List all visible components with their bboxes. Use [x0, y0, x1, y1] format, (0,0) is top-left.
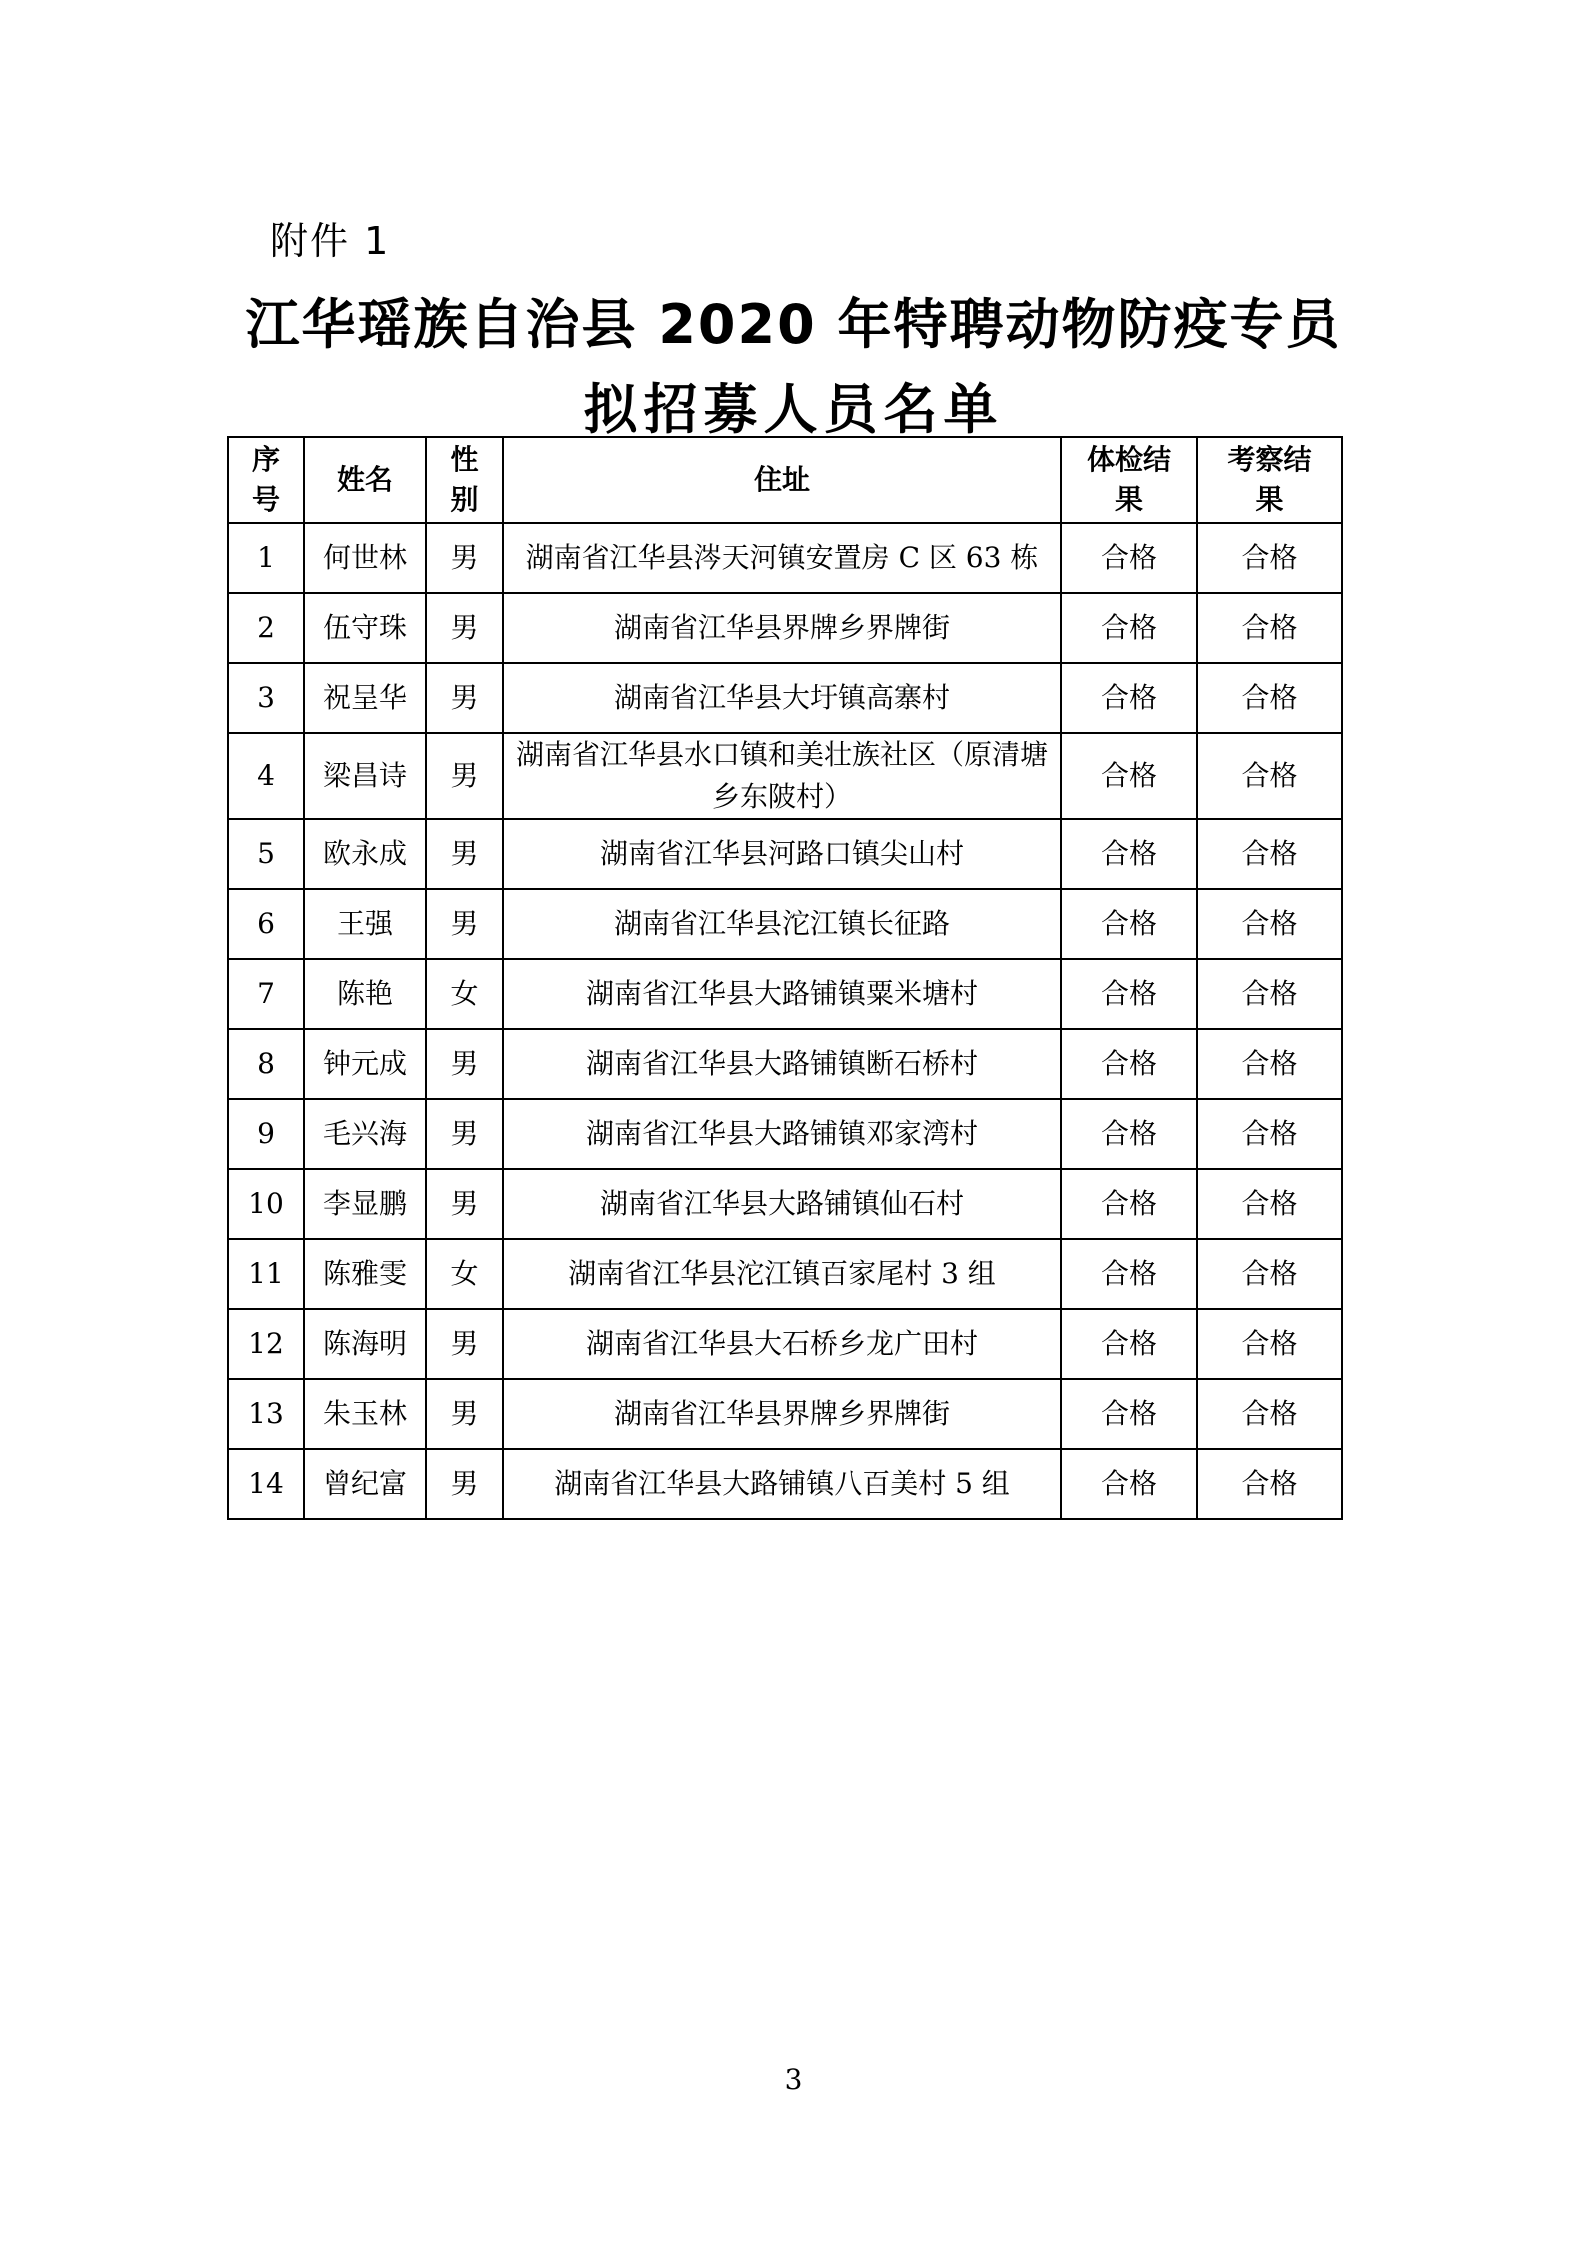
- table-row: [228, 733, 1342, 819]
- cell-seq: 12: [228, 1309, 304, 1379]
- table-row: [228, 1169, 1342, 1239]
- table-row: [228, 1309, 1342, 1379]
- cell-name: 陈雅雯: [304, 1239, 426, 1309]
- cell-exam: 合格: [1061, 663, 1197, 733]
- cell-review: 合格: [1197, 663, 1342, 733]
- cell-name: 王强: [304, 889, 426, 959]
- cell-address: 湖南省江华县大路铺镇邓家湾村: [503, 1099, 1061, 1169]
- cell-name: 梁昌诗: [304, 733, 426, 819]
- cell-address: 湖南省江华县大路铺镇仙石村: [503, 1169, 1061, 1239]
- document-title-line2: 拟招募人员名单: [583, 378, 1004, 441]
- cell-name: 毛兴海: [304, 1099, 426, 1169]
- cell-exam: 合格: [1061, 1379, 1197, 1449]
- cell-address: 湖南省江华县大路铺镇断石桥村: [503, 1029, 1061, 1099]
- recruit-roster-table: [227, 436, 1343, 1520]
- header-gender: 性 别: [426, 437, 503, 523]
- header-exam-result: 体检结 果: [1061, 437, 1197, 523]
- cell-exam: 合格: [1061, 593, 1197, 663]
- table-row: [228, 593, 1342, 663]
- cell-gender: 男: [426, 523, 503, 593]
- cell-address: 湖南省江华县界牌乡界牌街: [503, 593, 1061, 663]
- cell-seq: 7: [228, 959, 304, 1029]
- cell-seq: 8: [228, 1029, 304, 1099]
- cell-name: 伍守珠: [304, 593, 426, 663]
- cell-address: 湖南省江华县河路口镇尖山村: [503, 819, 1061, 889]
- cell-exam: 合格: [1061, 889, 1197, 959]
- cell-exam: 合格: [1061, 523, 1197, 593]
- cell-seq: 9: [228, 1099, 304, 1169]
- cell-seq: 10: [228, 1169, 304, 1239]
- cell-review: 合格: [1197, 593, 1342, 663]
- table-row: [228, 819, 1342, 889]
- document-title-line1: 江华瑶族自治县 2020 年特聘动物防疫专员: [245, 293, 1342, 356]
- cell-seq: 2: [228, 593, 304, 663]
- attachment-label: 附件 1: [270, 219, 391, 263]
- cell-address: 湖南省江华县涔天河镇安置房 C 区 63 栋: [503, 523, 1061, 593]
- cell-gender: 男: [426, 1449, 503, 1519]
- cell-address: 湖南省江华县大石桥乡龙广田村: [503, 1309, 1061, 1379]
- header-review-result: 考察结 果: [1197, 437, 1342, 523]
- cell-gender: 男: [426, 1099, 503, 1169]
- table-row: [228, 1379, 1342, 1449]
- cell-gender: 男: [426, 1029, 503, 1099]
- table-row: [228, 663, 1342, 733]
- cell-seq: 13: [228, 1379, 304, 1449]
- cell-gender: 男: [426, 1379, 503, 1449]
- cell-review: 合格: [1197, 959, 1342, 1029]
- cell-exam: 合格: [1061, 1029, 1197, 1099]
- header-address: 住址: [503, 437, 1061, 523]
- cell-name: 何世林: [304, 523, 426, 593]
- cell-review: 合格: [1197, 733, 1342, 819]
- table-row: [228, 1099, 1342, 1169]
- cell-address: 湖南省江华县沱江镇百家尾村 3 组: [503, 1239, 1061, 1309]
- cell-gender: 女: [426, 1239, 503, 1309]
- table-row: [228, 1449, 1342, 1519]
- cell-exam: 合格: [1061, 733, 1197, 819]
- table-body: [228, 523, 1342, 1519]
- cell-exam: 合格: [1061, 1239, 1197, 1309]
- cell-exam: 合格: [1061, 1309, 1197, 1379]
- cell-review: 合格: [1197, 1379, 1342, 1449]
- cell-address: 湖南省江华县水口镇和美壮族社区（原清塘乡东陂村）: [503, 733, 1061, 819]
- table-row: [228, 523, 1342, 593]
- cell-name: 李显鹏: [304, 1169, 426, 1239]
- table-row: [228, 1239, 1342, 1309]
- cell-review: 合格: [1197, 1239, 1342, 1309]
- cell-review: 合格: [1197, 1309, 1342, 1379]
- cell-address: 湖南省江华县界牌乡界牌街: [503, 1379, 1061, 1449]
- cell-address: 湖南省江华县大圩镇高寨村: [503, 663, 1061, 733]
- header-name: 姓名: [304, 437, 426, 523]
- cell-gender: 男: [426, 889, 503, 959]
- cell-gender: 男: [426, 819, 503, 889]
- page-number: 3: [784, 2063, 803, 2096]
- cell-review: 合格: [1197, 819, 1342, 889]
- cell-name: 祝呈华: [304, 663, 426, 733]
- table-row: [228, 1029, 1342, 1099]
- cell-address: 湖南省江华县大路铺镇八百美村 5 组: [503, 1449, 1061, 1519]
- cell-gender: 男: [426, 733, 503, 819]
- cell-seq: 14: [228, 1449, 304, 1519]
- cell-name: 欧永成: [304, 819, 426, 889]
- cell-gender: 男: [426, 1309, 503, 1379]
- cell-name: 陈海明: [304, 1309, 426, 1379]
- cell-name: 曾纪富: [304, 1449, 426, 1519]
- cell-review: 合格: [1197, 1449, 1342, 1519]
- cell-seq: 3: [228, 663, 304, 733]
- cell-exam: 合格: [1061, 959, 1197, 1029]
- table-header-row: [228, 437, 1342, 523]
- cell-address: 湖南省江华县沱江镇长征路: [503, 889, 1061, 959]
- cell-seq: 4: [228, 733, 304, 819]
- cell-review: 合格: [1197, 889, 1342, 959]
- cell-review: 合格: [1197, 1169, 1342, 1239]
- cell-name: 陈艳: [304, 959, 426, 1029]
- cell-name: 朱玉林: [304, 1379, 426, 1449]
- cell-review: 合格: [1197, 1029, 1342, 1099]
- cell-gender: 男: [426, 1169, 503, 1239]
- cell-address: 湖南省江华县大路铺镇粟米塘村: [503, 959, 1061, 1029]
- cell-seq: 6: [228, 889, 304, 959]
- cell-review: 合格: [1197, 1099, 1342, 1169]
- table-row: [228, 959, 1342, 1029]
- cell-exam: 合格: [1061, 1099, 1197, 1169]
- cell-exam: 合格: [1061, 1169, 1197, 1239]
- cell-review: 合格: [1197, 523, 1342, 593]
- cell-name: 钟元成: [304, 1029, 426, 1099]
- table-row: [228, 889, 1342, 959]
- cell-exam: 合格: [1061, 1449, 1197, 1519]
- cell-gender: 男: [426, 663, 503, 733]
- cell-seq: 5: [228, 819, 304, 889]
- cell-seq: 1: [228, 523, 304, 593]
- cell-gender: 男: [426, 593, 503, 663]
- cell-exam: 合格: [1061, 819, 1197, 889]
- cell-seq: 11: [228, 1239, 304, 1309]
- cell-gender: 女: [426, 959, 503, 1029]
- header-seq: 序 号: [228, 437, 304, 523]
